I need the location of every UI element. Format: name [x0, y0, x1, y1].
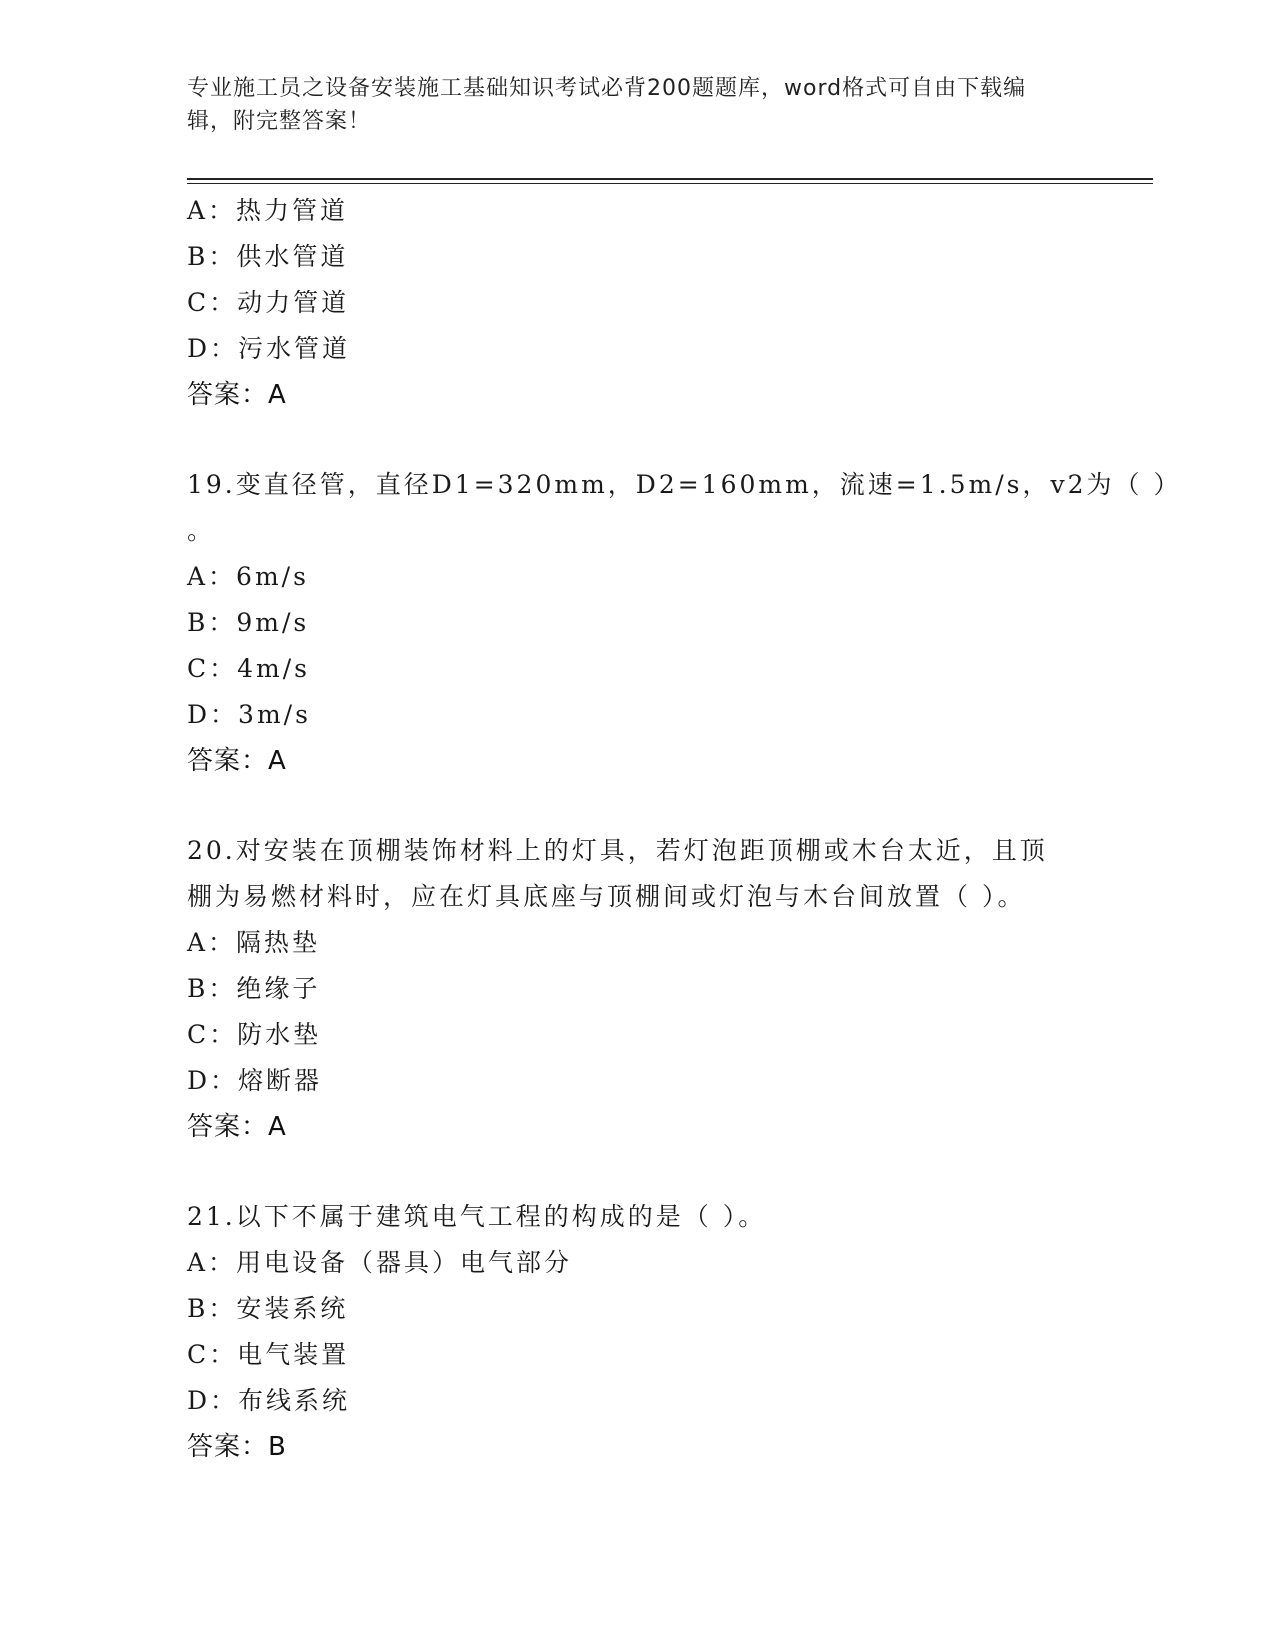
option-a: A：热力管道: [187, 196, 349, 225]
option-b: B：9m/s: [187, 608, 310, 637]
answer: 答案：A: [187, 380, 287, 410]
question-stem-cont: 棚为易燃材料时，应在灯具底座与顶棚间或灯泡与木台间放置（ ）。: [187, 882, 1026, 911]
question-list: [187, 188, 1182, 1470]
header-rule-thin: [187, 183, 1153, 184]
answer: 答案：A: [187, 1112, 287, 1142]
question-21: [187, 1194, 1087, 1470]
option-c: C：电气装置: [187, 1340, 350, 1369]
question-stem: 20.对安装在顶棚装饰材料上的灯具，若灯泡距顶棚或木台太近，且顶: [187, 836, 1048, 865]
option-a: A：6m/s: [187, 562, 309, 591]
option-d: D：布线系统: [187, 1386, 351, 1415]
answer: 答案：B: [187, 1432, 287, 1462]
option-c: C：动力管道: [187, 288, 350, 317]
option-a: A：隔热垫: [187, 928, 321, 957]
question-20: [187, 828, 1087, 1150]
question-18-tail: [187, 188, 1087, 418]
question-19: [187, 462, 1182, 784]
option-c: C：4m/s: [187, 654, 310, 683]
header-rule-thick: [187, 178, 1153, 180]
option-d: D：熔断器: [187, 1066, 323, 1095]
option-b: B：安装系统: [187, 1294, 349, 1323]
question-stem: 19.变直径管，直径D1=320mm，D2=160mm，流速=1.5m/s，v2为（ ）: [187, 470, 1182, 499]
question-stem-cont: 。: [187, 516, 216, 545]
option-a: A：用电设备（器具）电气部分: [187, 1248, 573, 1277]
option-b: B：供水管道: [187, 242, 349, 271]
document-header: 专业施工员之设备安装施工基础知识考试必背200题题库，word格式可自由下载编辑，附完整答案！: [187, 76, 1027, 134]
option-d: D：污水管道: [187, 334, 351, 363]
option-c: C：防水垫: [187, 1020, 322, 1049]
answer: 答案：A: [187, 746, 287, 776]
option-d: D：3m/s: [187, 700, 311, 729]
question-stem: 21.以下不属于建筑电气工程的构成的是（ ）。: [187, 1202, 767, 1231]
option-b: B：绝缘子: [187, 974, 321, 1003]
